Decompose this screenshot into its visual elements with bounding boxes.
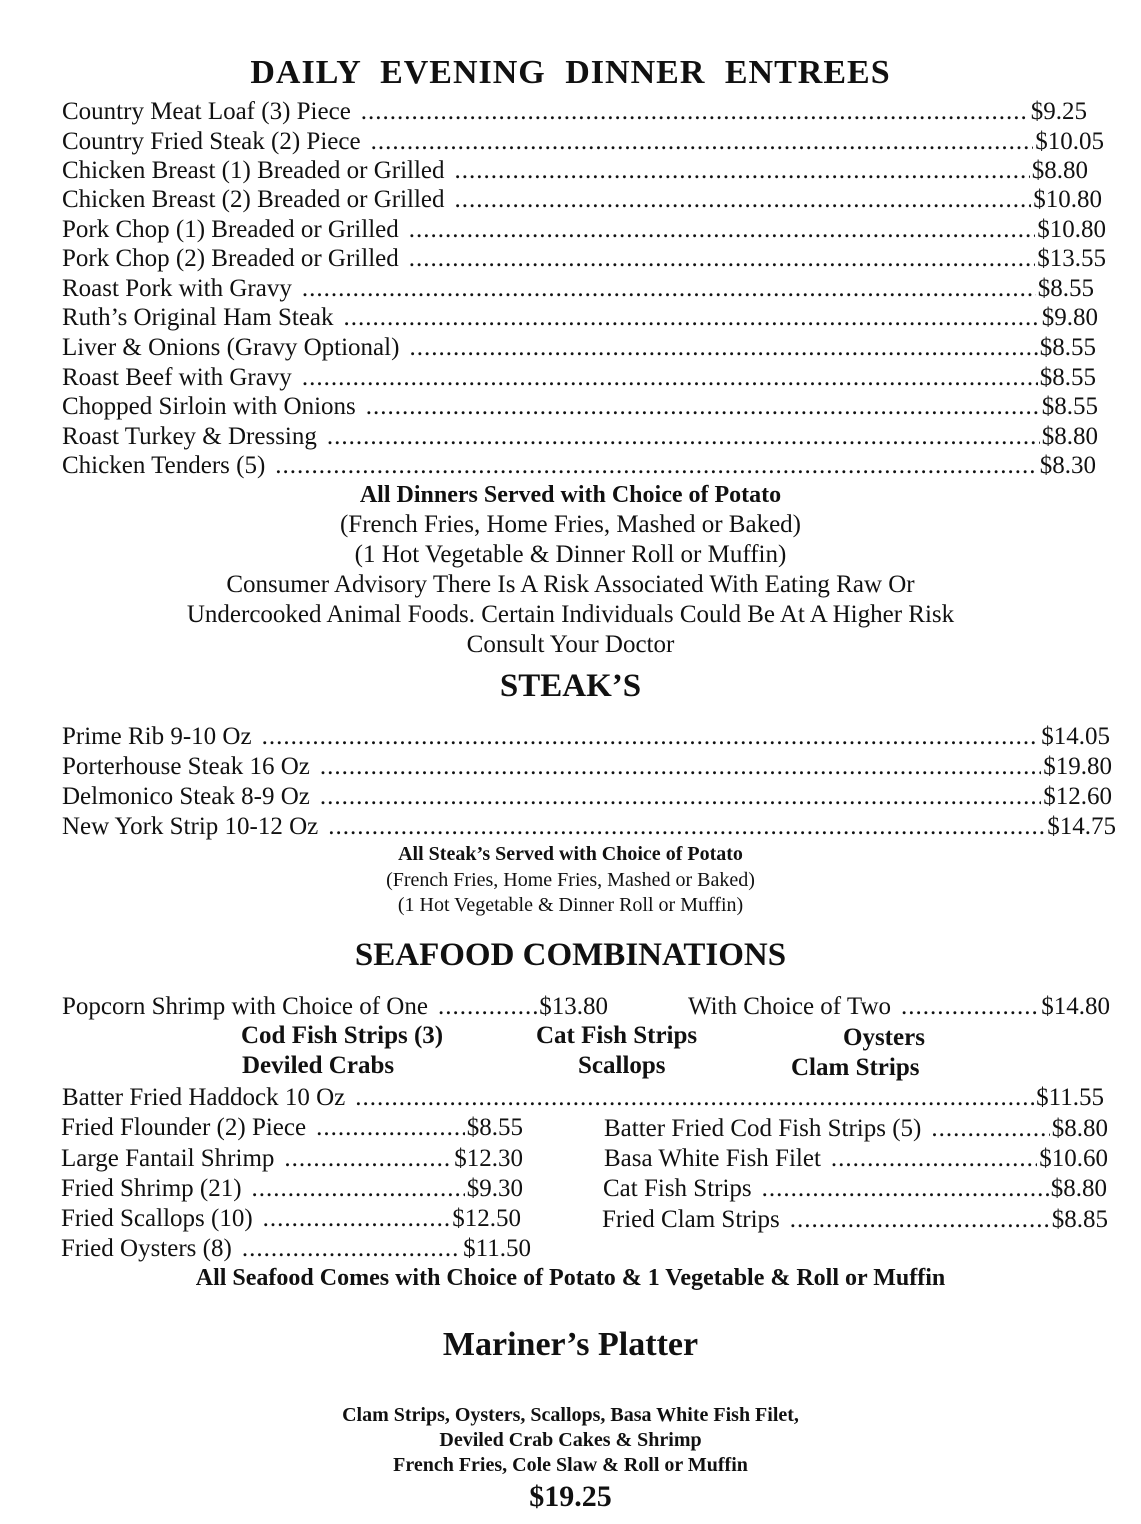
dot-leader bbox=[275, 452, 1037, 480]
dot-leader bbox=[931, 1115, 1049, 1143]
menu-item bbox=[62, 723, 1110, 751]
item-name: Porterhouse Steak 16 Oz bbox=[62, 753, 310, 780]
item-name: With Choice of Two bbox=[688, 993, 892, 1020]
dot-leader bbox=[327, 423, 1040, 451]
popcorn-option: Cod Fish Strips (3) bbox=[241, 1022, 444, 1049]
popcorn-option: Oysters bbox=[843, 1024, 925, 1051]
menu-item bbox=[62, 783, 1112, 811]
item-name: Chicken Tenders (5) bbox=[62, 452, 266, 479]
dinner-note: (1 Hot Vegetable & Dinner Roll or Muffin) bbox=[354, 541, 787, 568]
seafood-title: SEAFOOD COMBINATIONS bbox=[354, 937, 787, 973]
item-name: Fried Oysters (8) bbox=[61, 1235, 232, 1262]
item-name: Chopped Sirloin with Onions bbox=[62, 393, 356, 420]
item-price: $8.80 bbox=[1050, 1175, 1107, 1202]
steaks-note: (1 Hot Vegetable & Dinner Roll or Muffin) bbox=[397, 894, 744, 916]
menu-item bbox=[604, 1115, 1108, 1143]
item-name: Chicken Breast (2) Breaded or Grilled bbox=[62, 186, 445, 213]
dot-leader bbox=[355, 1084, 1034, 1112]
item-price: $19.80 bbox=[1043, 753, 1112, 780]
dot-leader bbox=[455, 186, 1032, 214]
menu-item bbox=[62, 275, 1094, 303]
item-price: $14.75 bbox=[1047, 813, 1116, 840]
dot-leader bbox=[361, 98, 1029, 126]
item-price: $11.50 bbox=[463, 1235, 531, 1262]
item-price: $11.55 bbox=[1036, 1084, 1104, 1111]
menu-item bbox=[62, 186, 1102, 214]
item-name: Roast Pork with Gravy bbox=[62, 275, 292, 302]
item-name: Liver & Onions (Gravy Optional) bbox=[62, 334, 400, 361]
item-name: Large Fantail Shrimp bbox=[61, 1145, 275, 1172]
dot-leader bbox=[263, 1205, 451, 1233]
mariner-line: French Fries, Cole Slaw & Roll or Muffin bbox=[393, 1454, 748, 1476]
menu-item bbox=[62, 364, 1096, 392]
item-price: $9.80 bbox=[1041, 304, 1098, 331]
mariner-price: $19.25 bbox=[529, 1480, 612, 1513]
item-price: $10.60 bbox=[1039, 1145, 1108, 1172]
menu-item bbox=[61, 1145, 523, 1173]
dot-leader bbox=[302, 275, 1036, 303]
item-price: $14.80 bbox=[1041, 993, 1110, 1020]
item-price: $8.55 bbox=[1041, 393, 1098, 420]
dot-leader bbox=[409, 245, 1036, 273]
menu-item bbox=[602, 1206, 1108, 1234]
menu-item bbox=[604, 1145, 1108, 1173]
menu-item bbox=[62, 753, 1112, 781]
menu-item bbox=[62, 98, 1087, 126]
item-price: $14.05 bbox=[1041, 723, 1110, 750]
menu-item bbox=[62, 813, 1116, 841]
seafood-note: All Seafood Comes with Choice of Potato & 1 Vegetable & Roll or Muffin bbox=[195, 1265, 946, 1291]
item-price: $8.55 bbox=[1037, 275, 1094, 302]
item-name: Fried Shrimp (21) bbox=[61, 1175, 242, 1202]
dinner-note: All Dinners Served with Choice of Potato bbox=[359, 482, 782, 508]
item-name: Delmonico Steak 8-9 Oz bbox=[62, 783, 310, 810]
item-name: New York Strip 10-12 Oz bbox=[62, 813, 319, 840]
item-name: Pork Chop (2) Breaded or Grilled bbox=[62, 245, 399, 272]
popcorn-option: Cat Fish Strips bbox=[536, 1022, 698, 1049]
dot-leader bbox=[284, 1145, 452, 1173]
dot-leader bbox=[302, 364, 1038, 392]
item-price: $8.85 bbox=[1051, 1206, 1108, 1233]
mariner-line: Clam Strips, Oysters, Scallops, Basa White Fish Filet, bbox=[342, 1404, 799, 1426]
menu-item bbox=[62, 157, 1088, 185]
popcorn-shrimp-two bbox=[688, 993, 1110, 1021]
consumer-advisory: Undercooked Animal Foods. Certain Individuals Could Be At A Higher Risk bbox=[186, 601, 955, 628]
dot-leader bbox=[328, 813, 1045, 841]
item-price: $12.50 bbox=[452, 1205, 521, 1232]
item-name: Basa White Fish Filet bbox=[604, 1145, 821, 1172]
menu-item bbox=[62, 334, 1096, 362]
dot-leader bbox=[762, 1175, 1049, 1203]
menu-item bbox=[62, 216, 1106, 244]
item-name: Fried Clam Strips bbox=[602, 1206, 780, 1233]
steaks-note: All Steak’s Served with Choice of Potato bbox=[398, 843, 743, 865]
item-name: Cat Fish Strips bbox=[603, 1175, 752, 1202]
dot-leader bbox=[316, 1114, 465, 1142]
mariner-line: Deviled Crab Cakes & Shrimp bbox=[439, 1429, 702, 1451]
dinner-note: (French Fries, Home Fries, Mashed or Baked) bbox=[339, 511, 801, 538]
steaks-title: STEAK’S bbox=[499, 668, 642, 704]
dot-leader bbox=[901, 993, 1039, 1021]
popcorn-shrimp-one bbox=[62, 993, 608, 1021]
item-name: Roast Turkey & Dressing bbox=[62, 423, 317, 450]
item-price: $9.25 bbox=[1030, 98, 1087, 125]
menu-item bbox=[61, 1205, 521, 1233]
item-name: Batter Fried Haddock 10 Oz bbox=[62, 1084, 346, 1111]
item-name: Ruth’s Original Ham Steak bbox=[62, 304, 334, 331]
item-price: $8.30 bbox=[1039, 452, 1096, 479]
dot-leader bbox=[409, 334, 1037, 362]
dot-leader bbox=[366, 393, 1040, 421]
menu-item bbox=[61, 1114, 523, 1142]
menu-item bbox=[62, 452, 1096, 480]
dot-leader bbox=[831, 1145, 1037, 1173]
menu-item bbox=[62, 245, 1106, 273]
item-name: Fried Flounder (2) Piece bbox=[61, 1114, 307, 1141]
dot-leader bbox=[320, 783, 1041, 811]
menu-item bbox=[62, 1084, 1104, 1112]
dinner-title: DAILY EVENING DINNER ENTREES bbox=[250, 54, 891, 91]
dot-leader bbox=[455, 157, 1030, 185]
popcorn-option: Clam Strips bbox=[791, 1054, 920, 1081]
dot-leader bbox=[344, 304, 1040, 332]
item-price: $8.55 bbox=[1039, 334, 1096, 361]
item-name: Chicken Breast (1) Breaded or Grilled bbox=[62, 157, 445, 184]
item-name: Fried Scallops (10) bbox=[61, 1205, 253, 1232]
item-price: $8.80 bbox=[1051, 1115, 1108, 1142]
item-name: Prime Rib 9-10 Oz bbox=[62, 723, 252, 750]
item-price: $8.80 bbox=[1041, 423, 1098, 450]
item-price: $8.80 bbox=[1031, 157, 1088, 184]
dot-leader bbox=[262, 723, 1040, 751]
consumer-advisory: Consumer Advisory There Is A Risk Associated With Eating Raw Or bbox=[226, 571, 915, 598]
dot-leader bbox=[790, 1206, 1050, 1234]
item-name: Roast Beef with Gravy bbox=[62, 364, 292, 391]
item-price: $10.05 bbox=[1035, 128, 1104, 155]
menu-item bbox=[62, 128, 1104, 156]
item-name: Batter Fried Cod Fish Strips (5) bbox=[604, 1115, 922, 1142]
item-price: $8.55 bbox=[1039, 364, 1096, 391]
mariner-title: Mariner’s Platter bbox=[442, 1326, 699, 1363]
item-price: $9.30 bbox=[466, 1175, 523, 1202]
menu-item bbox=[62, 423, 1098, 451]
menu-item bbox=[62, 393, 1098, 421]
popcorn-option: Deviled Crabs bbox=[242, 1052, 395, 1079]
item-price: $13.55 bbox=[1037, 245, 1106, 272]
dot-leader bbox=[320, 753, 1041, 781]
menu-item bbox=[61, 1235, 531, 1263]
steaks-note: (French Fries, Home Fries, Mashed or Baked) bbox=[386, 869, 755, 891]
item-price: $13.80 bbox=[539, 993, 608, 1020]
item-price: $10.80 bbox=[1033, 186, 1102, 213]
consumer-advisory: Consult Your Doctor bbox=[466, 631, 675, 658]
dot-leader bbox=[252, 1175, 465, 1203]
popcorn-option: Scallops bbox=[578, 1052, 666, 1079]
menu-item bbox=[603, 1175, 1107, 1203]
item-name: Country Fried Steak (2) Piece bbox=[62, 128, 361, 155]
menu-item bbox=[62, 304, 1098, 332]
item-name: Country Meat Loaf (3) Piece bbox=[62, 98, 351, 125]
dot-leader bbox=[242, 1235, 461, 1263]
dot-leader bbox=[371, 128, 1034, 156]
item-price: $10.80 bbox=[1037, 216, 1106, 243]
item-price: $8.55 bbox=[466, 1114, 523, 1141]
menu-item bbox=[61, 1175, 523, 1203]
item-name: Popcorn Shrimp with Choice of One bbox=[62, 993, 428, 1020]
dot-leader bbox=[438, 993, 537, 1021]
item-name: Pork Chop (1) Breaded or Grilled bbox=[62, 216, 399, 243]
dot-leader bbox=[409, 216, 1036, 244]
item-price: $12.30 bbox=[454, 1145, 523, 1172]
item-price: $12.60 bbox=[1043, 783, 1112, 810]
